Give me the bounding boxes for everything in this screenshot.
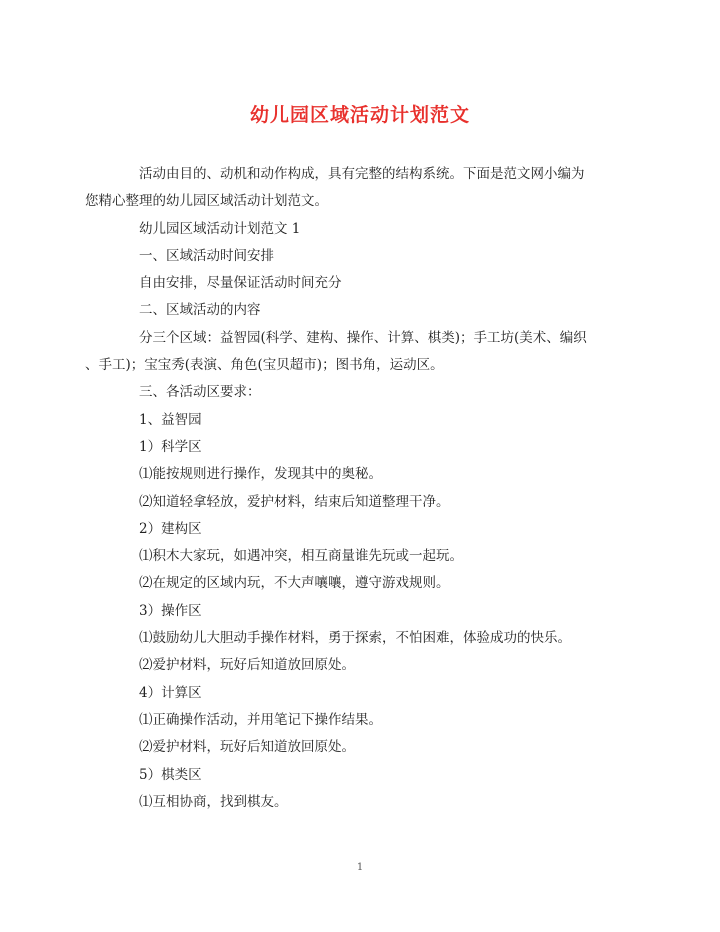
list-item: 1）科学区 [139, 438, 202, 455]
list-item: ⑴积木大家玩，如遇冲突，相互商量谁先玩或一起玩。 [139, 548, 463, 565]
intro-line-1: 活动由目的、动机和动作构成，具有完整的结构系统。下面是范文网小编为 [139, 166, 585, 182]
areas-line-2: 、手工)；宝宝秀(表演、角色(宝贝超市)；图书角，运动区。 [85, 357, 444, 374]
list-item: 3）操作区 [139, 602, 202, 619]
paragraph: 二、区域活动的内容 [139, 302, 261, 319]
paragraph: 幼儿园区域活动计划范文 1 [139, 220, 301, 237]
list-item: 2）建构区 [139, 520, 202, 537]
paragraph: 一、区域活动时间安排 [139, 247, 274, 264]
list-item: 1、益智园 [139, 411, 202, 428]
areas-line-1: 分三个区域：益智园(科学、建构、操作、计算、棋类)；手工坊(美术、编织 [139, 329, 587, 346]
list-item: ⑵爱护材料，玩好后知道放回原处。 [139, 657, 355, 674]
document-body [85, 161, 608, 816]
list-item: ⑴能按规则进行操作，发现其中的奥秘。 [139, 466, 382, 483]
list-item: ⑴正确操作活动，并用笔记下操作结果。 [139, 711, 382, 728]
paragraph: 自由安排，尽量保证活动时间充分 [139, 275, 342, 292]
document-title: 幼儿园区域活动计划范文 [249, 104, 470, 126]
list-item: 5）棋类区 [139, 766, 202, 783]
list-item: ⑴互相协商，找到棋友。 [139, 793, 288, 810]
intro-line-2: 您精心整理的幼儿园区域活动计划范文。 [85, 193, 328, 210]
page-number: 1 [356, 862, 364, 873]
list-item: 4）计算区 [139, 684, 202, 701]
list-item: ⑵知道轻拿轻放，爱护材料，结束后知道整理干净。 [139, 493, 450, 510]
intro-paragraph [85, 161, 608, 216]
list-item: ⑴鼓励幼儿大胆动手操作材料，勇于探索，不怕困难，体验成功的快乐。 [139, 630, 571, 647]
list-item: ⑵在规定的区域内玩，不大声嚷嚷，遵守游戏规则。 [139, 575, 450, 592]
list-item: ⑵爱护材料，玩好后知道放回原处。 [139, 739, 355, 756]
list-item: 三、各活动区要求： [139, 384, 261, 401]
areas-paragraph [85, 325, 608, 380]
